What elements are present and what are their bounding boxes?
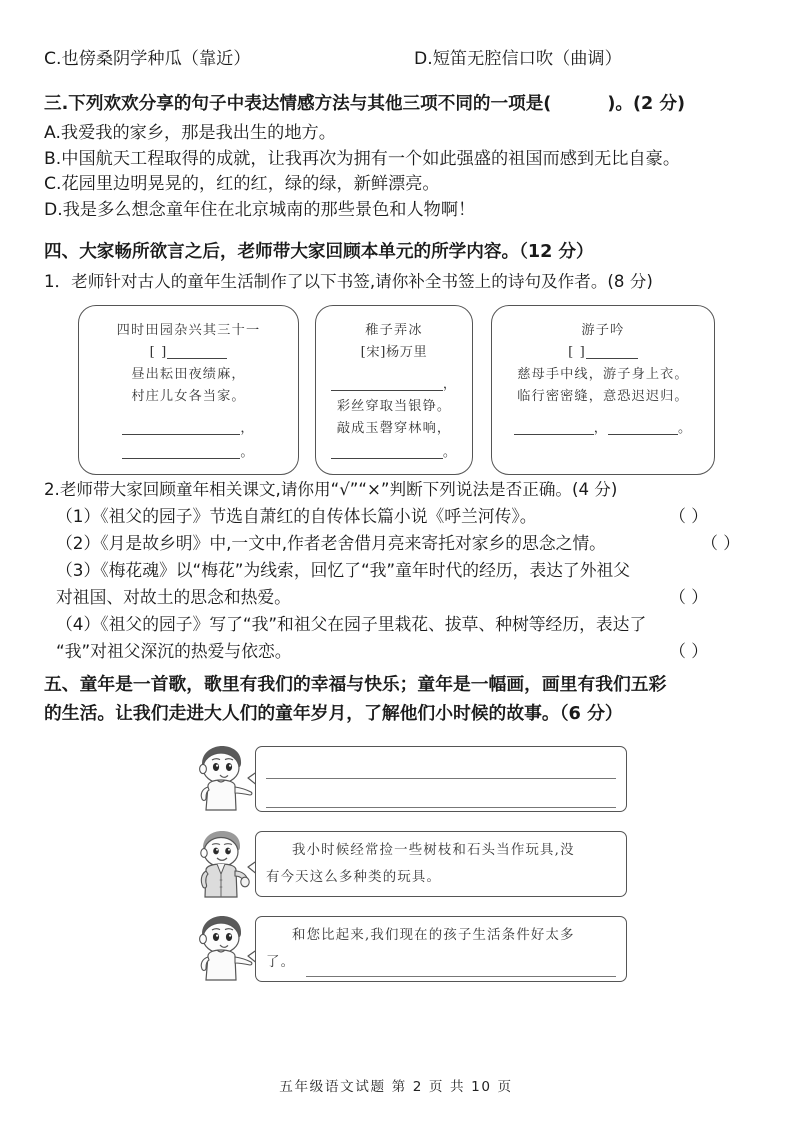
tf-item-1-text: （1）《祖父的园子》节选自萧红的自传体长篇小说《呼兰河传》。 bbox=[56, 506, 537, 526]
section-three-choice-c: C.花园里边明晃晃的，红的红，绿的绿，新鲜漂亮。 bbox=[44, 174, 440, 194]
section-four-heading: 四、大家畅所欲言之后，老师带大家回顾本单元的所学内容。（12 分） bbox=[44, 242, 594, 262]
bookmark-3-punct-1: ， bbox=[593, 421, 608, 436]
tf-item-3-tail bbox=[56, 584, 750, 611]
speech-bubble-3-text bbox=[256, 917, 626, 976]
section-three-heading-suffix: )。(2 分) bbox=[607, 94, 686, 114]
carryover-options-row bbox=[44, 46, 750, 72]
tf-item-4-text-line-2: “我”对祖父深沉的热爱与依恋。 bbox=[56, 641, 292, 661]
bookmark-card-2 bbox=[315, 305, 473, 475]
tf-item-2-answer[interactable]: （ ） bbox=[701, 533, 740, 553]
bookmark-1-blank-row-2 bbox=[91, 442, 286, 464]
section-three-choice-b: B.中国航天工程取得的成就，让我再次为拥有一个如此强盛的祖国而感到无比自豪。 bbox=[44, 148, 681, 169]
section-five-heading-line-1: 五、童年是一首歌，歌里有我们的幸福与快乐；童年是一幅画，画里有我们五彩 bbox=[44, 674, 667, 695]
bookmark-1-blank-row-1 bbox=[91, 418, 286, 440]
dialogue-area bbox=[44, 744, 750, 996]
bookmark-2-blank-bottom[interactable] bbox=[331, 442, 443, 459]
speech-bubble-3-line-1: 和您比起来,我们现在的孩子生活条件好太多 bbox=[292, 928, 575, 943]
speech-bubble-2-text bbox=[256, 832, 626, 891]
bookmark-card-3-inner bbox=[492, 306, 714, 440]
speech-bubble-2-line-1: 我小时候经常捡一些树枝和石头当作玩具,没 bbox=[292, 843, 575, 858]
bookmark-1-blank-1[interactable] bbox=[122, 418, 240, 435]
page-footer: 五年级语文试题 第 2 页 共 10 页 bbox=[279, 1079, 513, 1095]
avatar-child-boy-2 bbox=[192, 914, 254, 986]
bookmark-1-punct-2: 。 bbox=[240, 445, 255, 460]
bookmark-1-poem-line-1: 昼出耘田夜绩麻， bbox=[131, 367, 246, 382]
bookmark-3-poem-line-2: 临行密密缝，意恐迟迟归。 bbox=[517, 389, 689, 404]
section-three-choice-d: D.我是多么想念童年住在北京城南的那些景色和人物啊！ bbox=[44, 199, 476, 220]
bookmark-2-poem-line-1: 彩丝穿取当银铮。 bbox=[336, 399, 452, 414]
section-three-choice-a: A.我爱我的家乡，那是我出生的地方。 bbox=[44, 123, 336, 143]
tf-item-4 bbox=[44, 611, 750, 665]
tf-item-4-tail bbox=[56, 638, 750, 665]
bookmark-2-poem-line-2: 敲成玉磬穿林响， bbox=[336, 421, 452, 436]
avatar-child-boy-1 bbox=[192, 744, 254, 816]
bookmark-1-title: 四时田园杂兴其三十一 bbox=[116, 323, 261, 338]
tf-item-3 bbox=[44, 557, 750, 611]
bookmark-card-2-inner bbox=[316, 306, 472, 464]
tf-item-4-text-line-1: （4）《祖父的园子》写了“我”和祖父在园子里栽花、拔草、种树等经历，表达了 bbox=[56, 614, 647, 634]
question-2-prompt: 2.老师带大家回顾童年相关课文,请你用“√”“×”判断下列说法是否正确。(4 分) bbox=[44, 480, 618, 499]
tf-item-4-answer[interactable]: （ ） bbox=[669, 641, 708, 661]
bookmark-2-title: 稚子弄冰 bbox=[365, 323, 423, 338]
bookmark-2-blank-row-top bbox=[328, 374, 460, 396]
bookmark-card-1-inner bbox=[79, 306, 298, 464]
bookmark-2-punct-bottom: 。 bbox=[442, 445, 458, 460]
bookmark-3-blank-tail-row bbox=[504, 418, 702, 440]
section-five-heading-line-2: 的生活。让我们走进大人们的童年岁月，了解他们小时候的故事。（6 分） bbox=[44, 702, 623, 724]
bookmark-2-blank-top[interactable] bbox=[331, 374, 443, 391]
option-c: C.也傍桑阴学种瓜（靠近） bbox=[44, 49, 251, 69]
speech-bubble-3[interactable] bbox=[255, 916, 627, 982]
question-1-prompt: 1．老师针对古人的童年生活制作了以下书签,请你补全书签上的诗句及作者。(8 分) bbox=[44, 272, 653, 291]
tf-item-2-text: （2）《月是故乡明》中,一文中,作者老舍借月亮来寄托对家乡的思念之情。 bbox=[56, 533, 606, 553]
bookmark-1-blank-2[interactable] bbox=[122, 442, 240, 459]
spacer bbox=[44, 75, 750, 81]
bookmark-cards bbox=[44, 305, 750, 477]
speech-bubble-3-line-2: 了。 bbox=[266, 955, 296, 970]
bookmark-1-author-bracket: [ ] bbox=[149, 345, 168, 360]
bookmark-card-3 bbox=[491, 305, 715, 475]
option-d: D.短笛无腔信口吹（曲调） bbox=[414, 49, 622, 69]
writing-line-3a[interactable] bbox=[306, 976, 616, 977]
bookmark-2-author: [宋]杨万里 bbox=[360, 345, 428, 360]
tf-item-1 bbox=[44, 503, 750, 530]
dialogue-row-1 bbox=[44, 744, 750, 816]
speech-bubble-1-text bbox=[256, 747, 626, 752]
speech-bubble-2-line-2: 有今天这么多种类的玩具。 bbox=[266, 870, 442, 885]
bookmark-3-poem-line-1: 慈母手中线，游子身上衣。 bbox=[517, 367, 689, 382]
bookmark-1-punct-1: ， bbox=[240, 421, 255, 436]
speech-bubble-1[interactable] bbox=[255, 746, 627, 812]
avatar-elder-adult bbox=[192, 829, 254, 901]
bookmark-3-blank-2[interactable] bbox=[608, 418, 678, 435]
tf-item-3-text-line-1: （3）《梅花魂》以“梅花”为线索，回忆了“我”童年时代的经历，表达了外祖父 bbox=[56, 560, 631, 580]
bookmark-3-author-bracket: [ ] bbox=[568, 345, 586, 360]
bookmark-1-poem-line-2: 村庄儿女各当家。 bbox=[131, 389, 246, 404]
writing-line-1b[interactable] bbox=[266, 807, 616, 808]
bookmark-2-blank-row-bottom bbox=[328, 442, 460, 464]
dialogue-row-2 bbox=[44, 829, 750, 901]
writing-line-1a[interactable] bbox=[266, 778, 616, 779]
bookmark-2-punct-top: ， bbox=[442, 377, 458, 392]
tf-item-3-text-line-2: 对祖国、对故土的思念和热爱。 bbox=[56, 587, 291, 607]
tf-item-3-answer[interactable]: （ ） bbox=[669, 587, 708, 607]
bookmark-3-title: 游子吟 bbox=[581, 323, 625, 338]
section-three-heading-prefix: 三.下列欢欢分享的句子中表达情感方法与其他三项不同的一项是( bbox=[44, 94, 552, 114]
page-content bbox=[44, 46, 750, 996]
tf-item-1-answer[interactable]: （ ） bbox=[669, 506, 708, 526]
speech-bubble-2[interactable] bbox=[255, 831, 627, 897]
section-three-heading bbox=[44, 91, 750, 118]
bookmark-3-punct-2: 。 bbox=[678, 421, 693, 436]
bookmark-card-1 bbox=[78, 305, 299, 475]
tf-item-2 bbox=[44, 530, 750, 557]
bookmark-1-author-row bbox=[91, 342, 286, 364]
bookmark-3-author-row bbox=[504, 342, 702, 364]
bookmark-3-author-blank[interactable] bbox=[586, 342, 638, 359]
dialogue-row-3 bbox=[44, 914, 750, 986]
spacer bbox=[44, 223, 750, 229]
bookmark-3-blank-1[interactable] bbox=[514, 418, 594, 435]
bookmark-1-author-blank[interactable] bbox=[167, 342, 227, 359]
